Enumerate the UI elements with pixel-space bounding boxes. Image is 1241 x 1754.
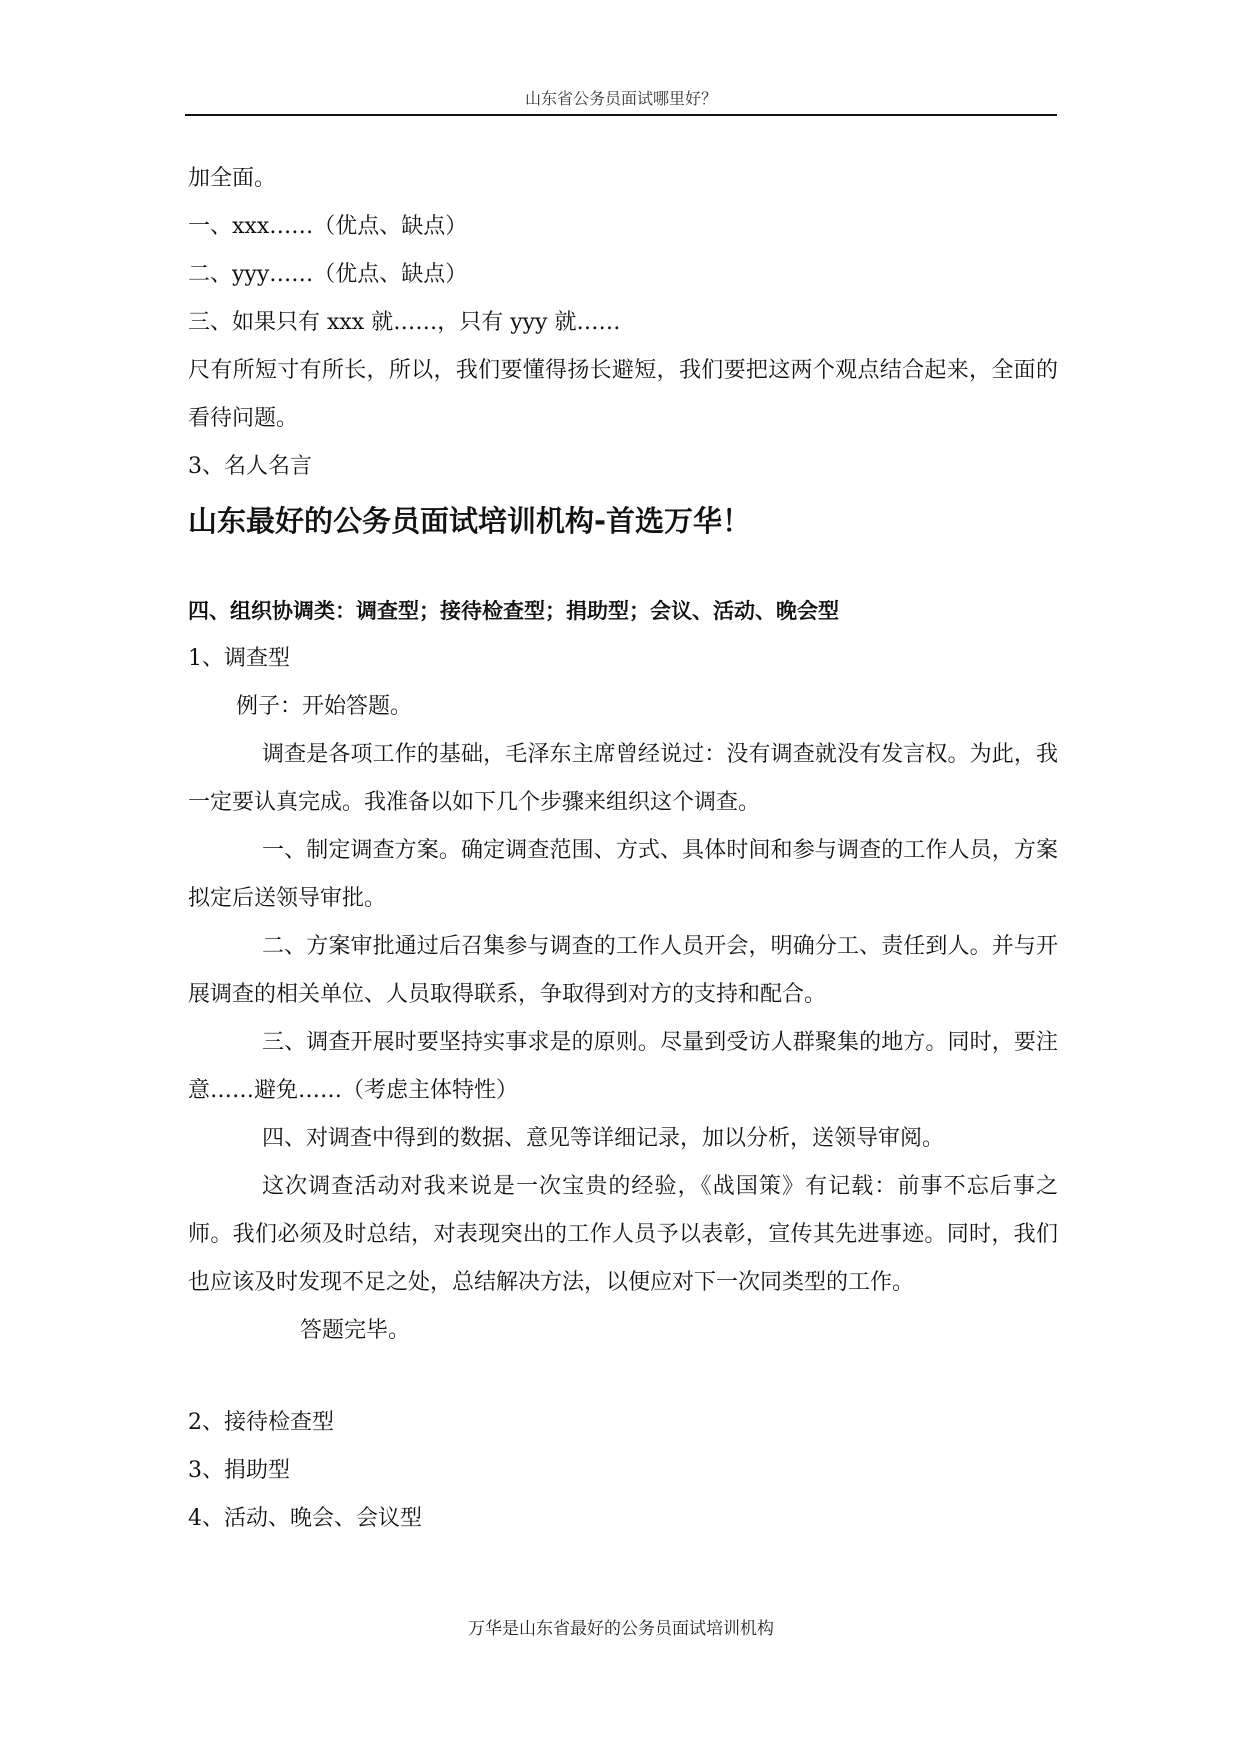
intro-line: 加全面。 <box>188 166 277 191</box>
answer-paragraph: 三、调查开展时要坚持实事求是的原则。尽量到受访人群聚集的地方。同时，要注意……避免……（考虑主体特性） <box>188 1030 1058 1103</box>
blank-space <box>188 1355 1058 1399</box>
summary-paragraph: 尺有所短寸有所长，所以，我们要懂得扬长避短，我们要把这两个观点结合起来，全面的看待问题。 <box>188 358 1058 431</box>
item-famous-quotes: 3、名人名言 <box>188 454 312 479</box>
subsection-item: 3、捐助型 <box>188 1458 290 1483</box>
page-header: 山东省公务员面试哪里好？ <box>524 89 717 108</box>
header-divider <box>185 114 1057 116</box>
section-heading: 四、组织协调类：调查型；接待检查型；捐助型；会议、活动、晚会型 <box>188 599 839 623</box>
subsection-survey: 1、调查型 <box>188 646 290 671</box>
answer-paragraph: 一、制定调查方案。确定调查范围、方式、具体时间和参与调查的工作人员，方案拟定后送领导审批。 <box>188 838 1058 911</box>
document-body <box>188 155 1058 1543</box>
example-label: 例子：开始答题。 <box>236 694 413 719</box>
answer-paragraph: 四、对调查中得到的数据、意见等详细记录，加以分析，送领导审阅。 <box>262 1126 945 1151</box>
subsection-item: 4、活动、晚会、会议型 <box>188 1506 422 1531</box>
closing-line: 答题完毕。 <box>300 1318 411 1343</box>
page-footer: 万华是山东省最好的公务员面试培训机构 <box>468 1619 774 1639</box>
intro-line: 二、yyy……（优点、缺点） <box>188 262 468 287</box>
answer-paragraph: 这次调查活动对我来说是一次宝贵的经验，《战国策》有记载：前事不忘后事之师。我们必须及时总结，对表现突出的工作人员予以表彰，宣传其先进事迹。同时，我们也应该及时发现不足之处，总结解决方法，以便应对下一次同类型的工作。 <box>188 1174 1058 1295</box>
intro-line: 三、如果只有 xxx 就……，只有 yyy 就…… <box>188 310 621 335</box>
subsection-item: 2、接待检查型 <box>188 1410 334 1435</box>
answer-paragraph: 二、方案审批通过后召集参与调查的工作人员开会，明确分工、责任到人。并与开展调查的相关单位、人员取得联系，争取得到对方的支持和配合。 <box>188 934 1058 1007</box>
intro-line: 一、xxx……（优点、缺点） <box>188 214 468 239</box>
promo-banner: 山东最好的公务员面试培训机构-首选万华！ <box>188 504 752 538</box>
answer-paragraph: 调查是各项工作的基础，毛泽东主席曾经说过：没有调查就没有发言权。为此，我一定要认真完成。我准备以如下几个步骤来组织这个调查。 <box>188 742 1058 815</box>
